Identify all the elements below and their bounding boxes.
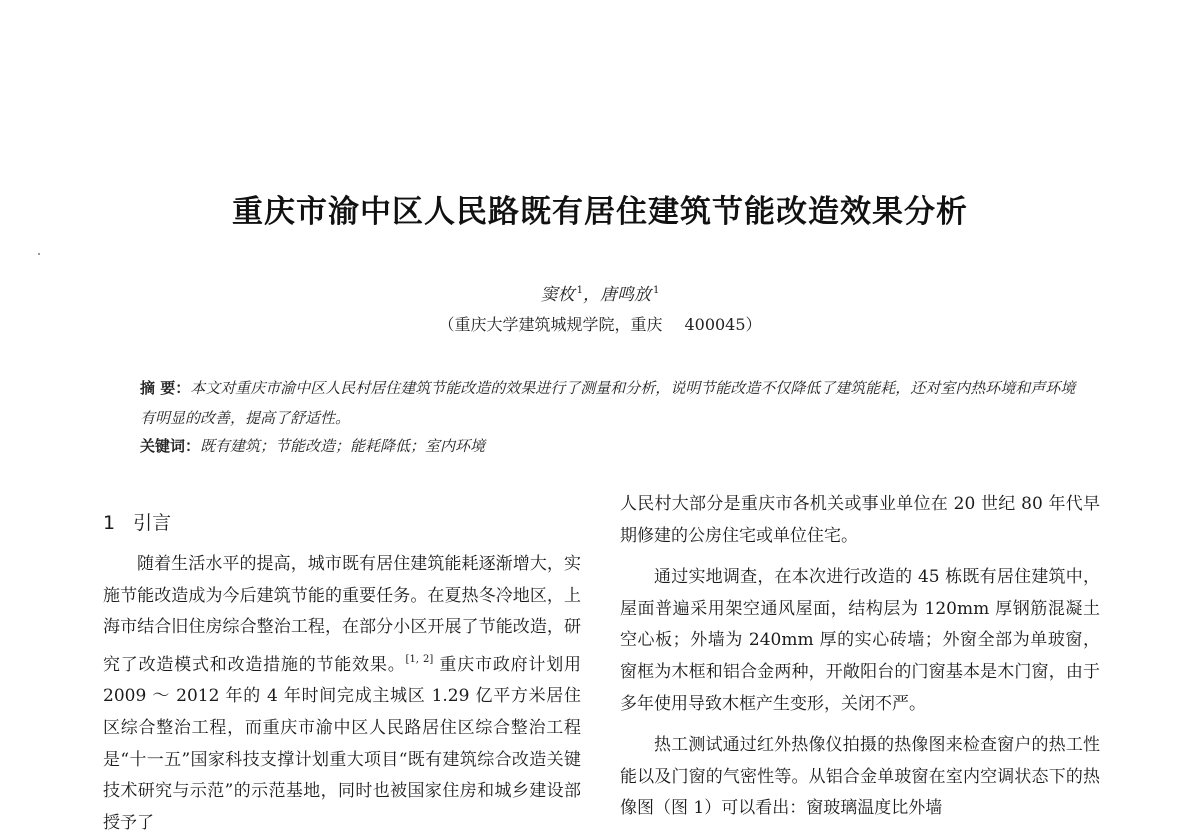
author-name: 窦枚 — [540, 285, 575, 305]
abstract-label: 摘 要 — [140, 379, 176, 397]
paragraph-text: 随着生活水平的提高，城市既有居住建筑能耗逐渐增大，实施节能改造成为今后建筑节能的重要任务。在夏热冬冷地区，上海市结合旧住房综合整治工程，在部分小区开展了节能改造，研究了改造模式和改造措施的节能效果。 — [103, 554, 581, 675]
abstract-text: 本文对重庆市渝中区人民村居住建筑节能改造的效果进行了测量和分析，说明节能改造不仅降低了建筑能耗，还对室内热环境和声环境有明显的改善，提高了舒适性。 — [140, 379, 1076, 427]
keywords-text: 既有建筑；节能改造；能耗降低；室内环境 — [200, 437, 486, 455]
keywords — [140, 434, 1080, 458]
section-title: 引言 — [133, 512, 172, 534]
keywords-label-colon: ： — [185, 437, 201, 455]
affiliation-zip: 400045） — [684, 315, 762, 334]
abstract-label-colon: ： — [175, 379, 191, 397]
paper-title: 重庆市渝中区人民路既有居住建筑节能改造效果分析 — [232, 194, 968, 230]
author-affiliation-mark: 1 — [653, 285, 660, 296]
body-paragraph: 热工测试通过红外热像仪拍摄的热像图来检查窗户的热工性能以及门窗的气密性等。从铝合金单玻窗在室内空调状态下的热像图（图 1）可以看出：窗玻璃温度比外墙 — [620, 735, 1100, 819]
right-column — [620, 489, 1100, 825]
citation-ref: [1, 2] — [405, 653, 434, 665]
left-column — [103, 507, 581, 839]
author-line — [0, 280, 1200, 305]
affiliation-text: （重庆大学建筑城规学院，重庆 — [438, 315, 663, 334]
scan-speck — [38, 253, 40, 255]
body-paragraph: 通过实地调查，在本次进行改造的 45 栋既有居住建筑中，屋面普遍采用架空通风屋面，结构层为 120mm 厚钢筋混凝土空心板；外墙为 240mm 厚的实心砖墙；外窗全部为单玻窗，窗框为木框和铝合金两种，开敞阳台的门窗基本是木门窗，由于多年使用导致木框产生变形，关闭不严。 — [620, 567, 1100, 714]
affiliation — [0, 312, 1200, 335]
author-separator: ， — [583, 285, 600, 305]
keywords-label: 关键词 — [140, 437, 186, 455]
section-number: 1 — [103, 512, 116, 534]
section-heading — [103, 507, 581, 539]
author-name: 唐鸣放 — [600, 285, 651, 305]
body-paragraph — [103, 549, 581, 839]
body-paragraph: 人民村大部分是重庆市各机关或事业单位在 20 世纪 80 年代早期修建的公房住宅或单位住宅。 — [620, 494, 1100, 546]
abstract — [140, 373, 1080, 433]
author-affiliation-mark: 1 — [576, 285, 583, 296]
paragraph-text: 重庆市政府计划用 2009 ～ 2012 年的 4 年时间完成主城区 1.29 亿平方米居住区综合整治工程，而重庆市渝中区人民路居住区综合整治工程是“十一五”国家科技支撑计划重大项目“既有建筑综合改造关键技术研究与示范”的示范基地，同时也被国家住房和城乡建设部授予了 — [103, 654, 582, 833]
